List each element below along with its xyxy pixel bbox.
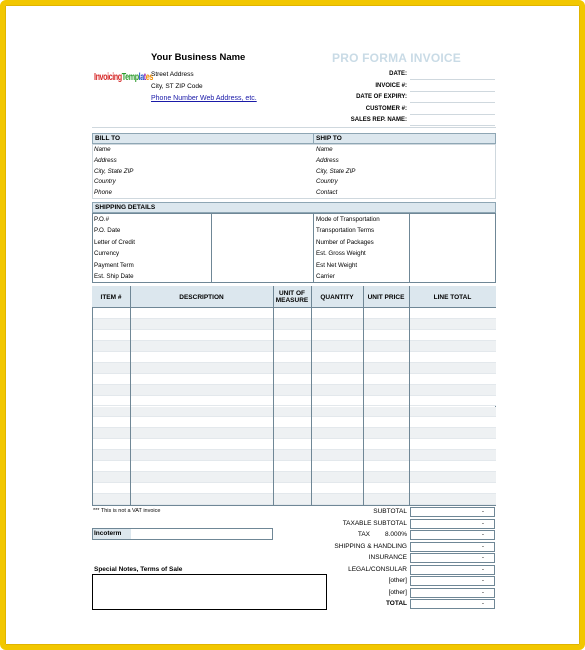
table-cell[interactable] <box>93 374 130 385</box>
ship-to-line: Contact <box>316 189 338 197</box>
table-cell[interactable] <box>93 407 130 418</box>
total-label: TAXABLE SUBTOTAL <box>342 519 407 527</box>
table-cell[interactable] <box>93 483 130 494</box>
table-cell[interactable] <box>410 407 496 418</box>
table-cell[interactable] <box>131 352 273 363</box>
shipping-right-label: Est. Gross Weight <box>316 250 366 258</box>
shipping-right-label: Transportation Terms <box>316 227 375 235</box>
table-cell[interactable] <box>131 308 273 319</box>
table-cell[interactable] <box>312 428 363 439</box>
shipping-details-header: SHIPPING DETAILS <box>92 202 496 213</box>
table-cell[interactable] <box>364 407 409 418</box>
table-cell[interactable] <box>410 319 496 330</box>
meta-value-field[interactable] <box>410 125 495 126</box>
total-label: SHIPPING & HANDLING <box>334 542 407 550</box>
table-cell[interactable] <box>312 461 363 472</box>
table-cell[interactable] <box>93 330 130 341</box>
table-cell[interactable] <box>410 341 496 352</box>
table-cell[interactable] <box>93 308 130 319</box>
bill-to-line: City, State ZIP <box>94 167 134 175</box>
table-cell[interactable] <box>93 341 130 352</box>
table-cell[interactable] <box>312 374 363 385</box>
table-cell[interactable] <box>93 494 130 505</box>
table-cell[interactable] <box>131 494 273 505</box>
table-cell[interactable] <box>131 428 273 439</box>
table-cell[interactable] <box>131 461 273 472</box>
table-cell[interactable] <box>364 396 409 407</box>
table-cell[interactable] <box>131 319 273 330</box>
bill-to-line: Name <box>94 146 111 153</box>
shipping-left-label: Payment Term <box>94 261 134 269</box>
table-cell[interactable] <box>131 385 273 396</box>
table-cell[interactable] <box>274 472 311 483</box>
meta-value-field[interactable] <box>410 102 495 103</box>
table-cell[interactable] <box>93 319 130 330</box>
shipping-left-label: Est. Ship Date <box>94 273 134 280</box>
table-cell[interactable] <box>410 494 496 505</box>
total-label: INSURANCE <box>368 554 407 561</box>
shipping-details-box <box>92 213 496 283</box>
table-cell[interactable] <box>274 494 311 505</box>
total-value[interactable]: - <box>410 542 495 552</box>
shipping-left-label: Currency <box>94 250 120 258</box>
shipping-divider <box>409 213 410 283</box>
table-cell[interactable] <box>312 330 363 341</box>
bill-to-line: Country <box>94 178 116 186</box>
table-cell[interactable] <box>364 417 409 428</box>
column-header: DESCRIPTION <box>130 286 273 308</box>
table-cell[interactable] <box>274 363 311 374</box>
total-value[interactable]: - <box>410 576 495 586</box>
table-cell[interactable] <box>131 439 273 450</box>
table-cell[interactable] <box>312 319 363 330</box>
table-cell[interactable] <box>364 385 409 396</box>
meta-value-field[interactable] <box>410 91 495 92</box>
table-cell[interactable] <box>410 461 496 472</box>
ship-to-line: City, State ZIP <box>316 167 356 175</box>
table-cell[interactable] <box>274 396 311 407</box>
total-label: LEGAL/CONSULAR <box>348 565 407 573</box>
bill-to-line: Address <box>94 156 117 164</box>
column-header: UNIT PRICE <box>363 286 409 308</box>
total-value[interactable]: - <box>410 588 495 598</box>
table-cell[interactable] <box>410 352 496 363</box>
table-cell[interactable] <box>131 374 273 385</box>
incoterm-label: Incoterm <box>93 529 131 539</box>
table-cell[interactable] <box>410 308 496 319</box>
table-cell[interactable] <box>274 341 311 352</box>
table-cell[interactable] <box>93 417 130 428</box>
total-value[interactable]: - <box>410 530 495 540</box>
shipping-right-label: Number of Packages <box>316 238 374 246</box>
total-label: TAX <box>357 531 370 538</box>
table-cell[interactable] <box>274 308 311 319</box>
table-cell[interactable] <box>364 428 409 439</box>
meta-label: DATE OF EXPIRY: <box>356 94 407 100</box>
total-value[interactable]: - <box>410 565 495 575</box>
shipping-divider <box>211 213 212 283</box>
vat-note: *** This is not a VAT invoice <box>93 508 161 514</box>
table-cell[interactable] <box>312 450 363 461</box>
table-cell[interactable] <box>410 472 496 483</box>
table-cell[interactable] <box>274 483 311 494</box>
table-cell[interactable] <box>274 439 311 450</box>
column-header: LINE TOTAL <box>409 286 496 308</box>
table-cell[interactable] <box>131 483 273 494</box>
table-cell[interactable] <box>312 341 363 352</box>
business-contact-link[interactable]: Phone Number Web Address, etc. <box>151 95 257 102</box>
business-city: City, ST ZIP Code <box>151 83 203 90</box>
table-cell[interactable] <box>364 363 409 374</box>
table-cell[interactable] <box>364 319 409 330</box>
table-cell[interactable] <box>131 472 273 483</box>
table-cell[interactable] <box>93 363 130 374</box>
table-cell[interactable] <box>312 407 363 418</box>
table-cell[interactable] <box>312 439 363 450</box>
divider <box>92 127 496 129</box>
table-cell[interactable] <box>93 352 130 363</box>
company-logo: InvoicingTemplates <box>94 72 153 83</box>
table-cell[interactable] <box>410 483 496 494</box>
table-cell[interactable] <box>93 428 130 439</box>
business-street: Street Address <box>151 71 194 78</box>
table-cell[interactable] <box>364 472 409 483</box>
table-cell[interactable] <box>312 417 363 428</box>
meta-value-field[interactable] <box>410 114 495 115</box>
table-cell[interactable] <box>131 330 273 341</box>
table-cell[interactable] <box>364 494 409 505</box>
table-cell[interactable] <box>274 461 311 472</box>
table-cell[interactable] <box>312 483 363 494</box>
meta-value-field[interactable] <box>410 79 495 80</box>
table-cell[interactable] <box>410 363 496 374</box>
table-cell[interactable] <box>364 374 409 385</box>
total-label: [other] <box>388 577 407 584</box>
special-notes-label: Special Notes, Terms of Sale <box>94 566 183 573</box>
table-cell[interactable] <box>364 308 409 319</box>
total-value[interactable]: - <box>410 519 495 529</box>
meta-label: DATE: <box>389 71 407 77</box>
shipping-right-label: Carrier <box>316 273 335 280</box>
shipping-left-label: P.O.# <box>94 216 110 223</box>
table-cell[interactable] <box>93 461 130 472</box>
shipping-divider <box>313 213 314 283</box>
shipping-right-label: Est Net Weight <box>316 261 358 269</box>
table-cell[interactable] <box>410 374 496 385</box>
table-cell[interactable] <box>274 319 311 330</box>
table-cell[interactable] <box>93 450 130 461</box>
table-cell[interactable] <box>131 363 273 374</box>
invoice-title: PRO FORMA INVOICE <box>332 51 461 65</box>
table-cell[interactable] <box>312 494 363 505</box>
total-value[interactable]: - <box>410 507 495 517</box>
table-cell[interactable] <box>410 450 496 461</box>
shipping-left-label: Letter of Credit <box>94 238 135 246</box>
table-cell[interactable] <box>93 472 130 483</box>
table-cell[interactable] <box>312 308 363 319</box>
table-cell[interactable] <box>274 352 311 363</box>
table-cell[interactable] <box>410 439 496 450</box>
table-cell[interactable] <box>131 396 273 407</box>
business-name: Your Business Name <box>151 52 246 63</box>
table-cell[interactable] <box>93 385 130 396</box>
ship-to-line: Country <box>316 178 338 186</box>
table-cell[interactable] <box>274 417 311 428</box>
table-cell[interactable] <box>93 396 130 407</box>
column-header: ITEM # <box>92 286 130 308</box>
meta-label: CUSTOMER #: <box>365 105 407 112</box>
shipping-left-label: P.O. Date <box>94 227 121 235</box>
table-cell[interactable] <box>274 374 311 385</box>
tax-rate: 8.000% <box>384 531 407 538</box>
table-cell[interactable] <box>131 341 273 352</box>
table-cell[interactable] <box>410 330 496 341</box>
total-label: TOTAL <box>385 600 407 607</box>
table-cell[interactable] <box>274 407 311 418</box>
table-cell[interactable] <box>131 417 273 428</box>
column-header: QUANTITY <box>311 286 363 308</box>
table-cell[interactable] <box>274 385 311 396</box>
column-header: UNIT OF MEASURE <box>273 286 311 308</box>
table-cell[interactable] <box>312 472 363 483</box>
table-cell[interactable] <box>274 450 311 461</box>
meta-label: SALES REP. NAME: <box>350 117 407 123</box>
table-cell[interactable] <box>410 385 496 396</box>
table-cell[interactable] <box>410 428 496 439</box>
table-cell[interactable] <box>274 330 311 341</box>
table-cell[interactable] <box>312 396 363 407</box>
table-cell[interactable] <box>93 439 130 450</box>
table-cell[interactable] <box>364 461 409 472</box>
ship-to-header: SHIP TO <box>313 133 496 144</box>
shipping-right-label: Mode of Transportation <box>316 216 380 223</box>
table-cell[interactable] <box>364 450 409 461</box>
table-cell[interactable] <box>364 439 409 450</box>
table-cell[interactable] <box>364 330 409 341</box>
bill-to-header: BILL TO <box>92 133 314 144</box>
table-cell[interactable] <box>410 417 496 428</box>
ship-to-line: Name <box>316 146 333 153</box>
bill-to-line: Phone <box>94 189 112 197</box>
table-cell[interactable] <box>364 352 409 363</box>
total-value[interactable]: - <box>410 599 495 609</box>
total-value[interactable]: - <box>410 553 495 563</box>
ship-to-line: Address <box>316 156 339 164</box>
table-cell[interactable] <box>364 483 409 494</box>
table-cell[interactable] <box>312 352 363 363</box>
table-cell[interactable] <box>131 407 273 418</box>
meta-label: INVOICE #: <box>375 82 407 89</box>
table-cell[interactable] <box>274 428 311 439</box>
total-label: SUBTOTAL <box>373 508 407 515</box>
table-cell[interactable] <box>131 450 273 461</box>
total-label: [other] <box>388 588 407 596</box>
table-cell[interactable] <box>364 341 409 352</box>
table-cell[interactable] <box>410 396 496 407</box>
special-notes-box[interactable] <box>92 574 327 610</box>
table-cell[interactable] <box>312 385 363 396</box>
table-cell[interactable] <box>312 363 363 374</box>
address-box <box>92 144 496 199</box>
